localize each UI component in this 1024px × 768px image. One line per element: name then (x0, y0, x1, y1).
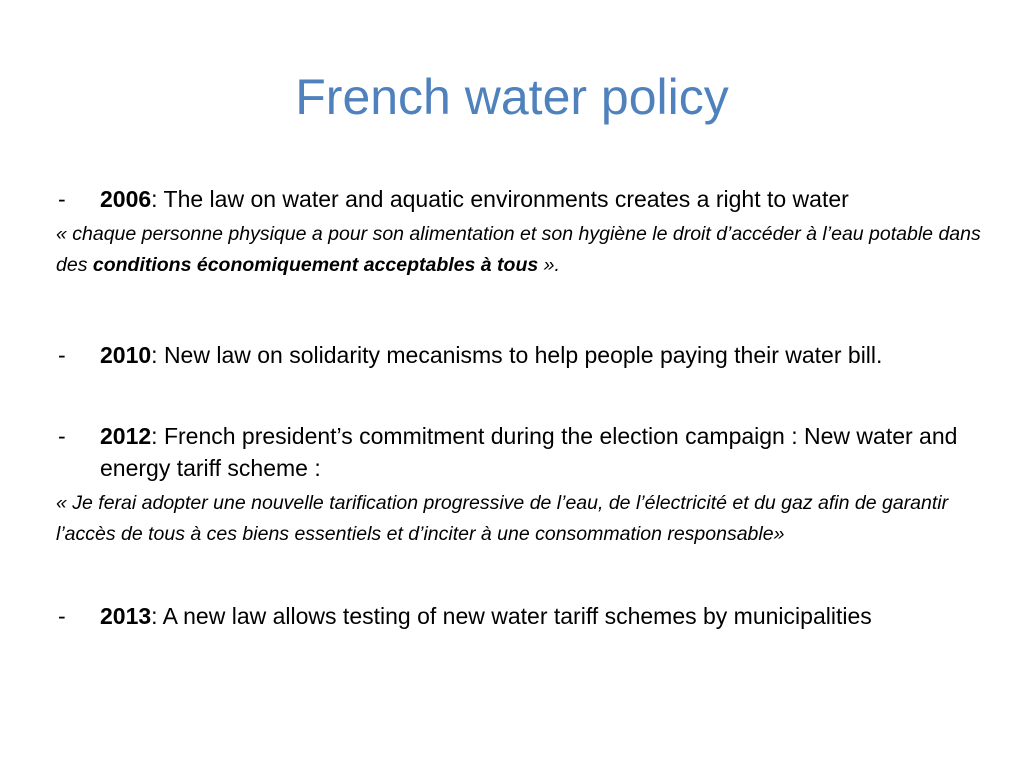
quote-text-end: ». (538, 254, 560, 276)
bullet-year: 2013 (100, 603, 152, 629)
slide-title: French water policy (295, 69, 729, 125)
bullet-year: 2012 (100, 423, 152, 449)
bullet-year: 2006 (100, 186, 152, 212)
slide-content (56, 183, 1006, 632)
bullet-text: : A new law allows testing of new water tariff schemes by municipalities (151, 603, 872, 629)
bullet-dash: - (58, 423, 66, 449)
bullet-dash: - (58, 186, 66, 212)
bullet-2013 (56, 600, 1006, 632)
bullet-text: : New law on solidarity mecanisms to help people paying their water bill. (151, 342, 883, 368)
quote-2006 (56, 219, 1006, 281)
bullet-year: 2010 (100, 342, 152, 368)
bullet-2010 (56, 339, 1006, 371)
quote-2012: « Je ferai adopter une nouvelle tarification progressive de l’eau, de l’électricité et du gaz afin de garantir l’accès de tous à ces biens essentiels et d’inciter à une consommation responsable» (56, 492, 949, 545)
bullet-text: : The law on water and aquatic environments creates a right to water (151, 186, 849, 212)
bullet-2006 (56, 183, 1006, 215)
bullet-text: : French president’s commitment during the election campaign : New water and energy tariff scheme : (100, 423, 958, 481)
bullet-dash: - (58, 603, 66, 629)
bullet-2012 (56, 420, 1006, 484)
bullet-dash: - (58, 342, 66, 368)
quote-text: « chaque personne physique a pour son alimentation et son hygiène le droit d’accéder à l’eau potable dans des (56, 223, 981, 276)
quote-bold-text: conditions économiquement acceptables à tous (92, 254, 539, 276)
